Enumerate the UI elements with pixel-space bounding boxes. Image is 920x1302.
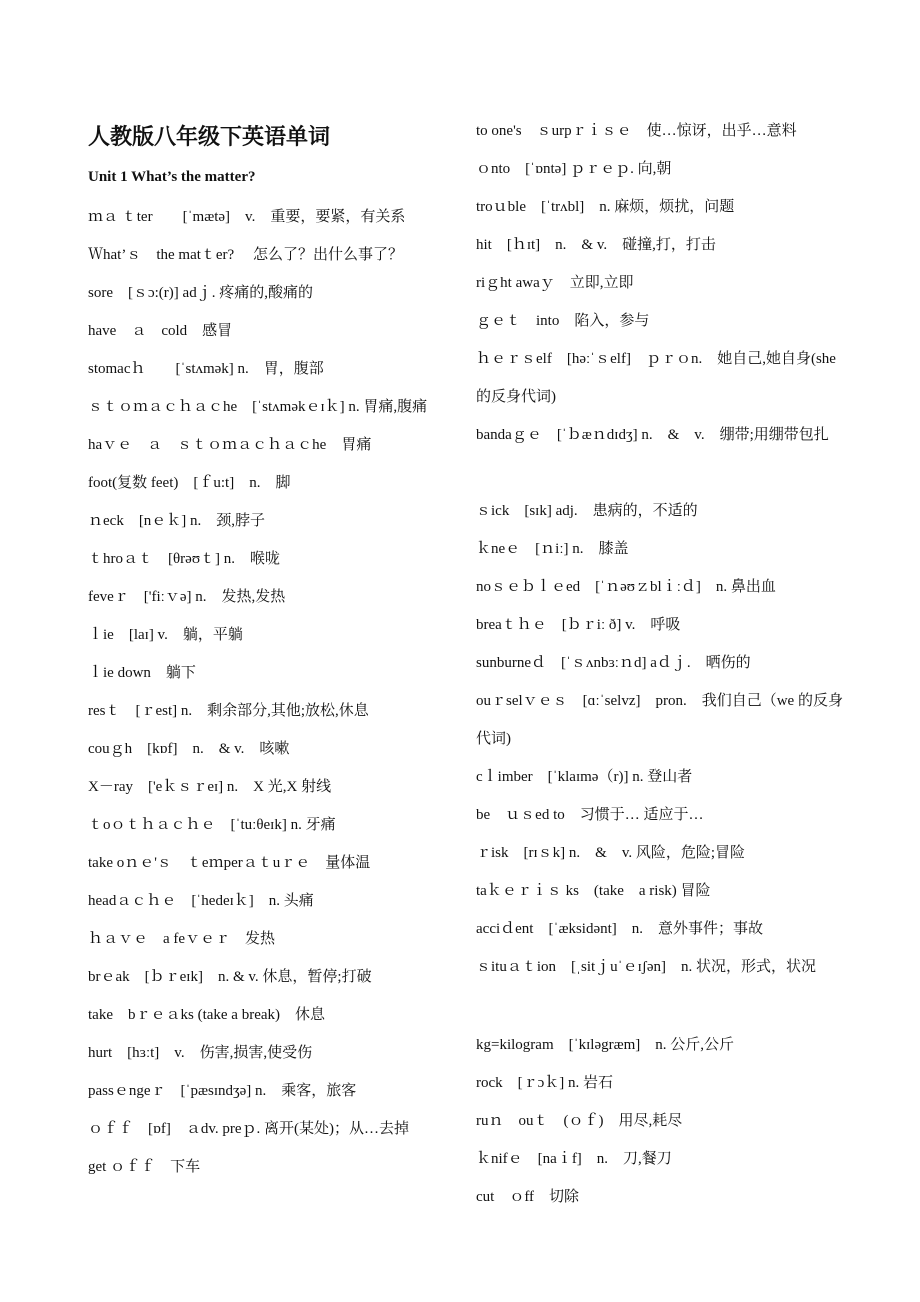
- right-vocab-entry: riｇht awaｙ 立即,立即: [476, 275, 634, 291]
- left-vocab-entry: feveｒ ['fiːｖə] n. 发热,发热: [88, 589, 286, 605]
- right-vocab-entry: troｕble [ˈtrʌbl] n. 麻烦，烦扰，问题: [476, 199, 735, 215]
- right-vocab-entry: ｏnto [ˈɒntə] ｐｒｅｐ. 向,朝: [476, 161, 672, 177]
- right-vocab-entry: sunburneｄ [ˈｓʌnbɜːｎd] aｄｊ. 晒伤的: [476, 655, 751, 671]
- left-vocab-entry: brｅak [ｂｒeɪk] n. & v. 休息，暂停;打破: [88, 969, 372, 985]
- left-vocab-entry: Ｗhat’ｓ the matｔer? 怎么了？出什么事了？: [88, 247, 403, 263]
- left-vocab-entry: ｌie [laɪ] v. 躺，平躺: [88, 627, 243, 643]
- left-vocab-entry: passｅngeｒ [ˈpæsɪndʒə] n. 乘客，旅客: [88, 1083, 357, 1099]
- right-vocab-entry: cut ｏff 切除: [476, 1189, 580, 1205]
- left-vocab-entry: take oｎｅ'ｓ ｔeｍperａｔuｒｅ 量体温: [88, 855, 371, 871]
- right-vocab-entry: ｈｅｒｓelf [həːˈｓelf] ｐｒｏn. 她自己,她自身(she 的反身代词): [476, 351, 836, 405]
- left-vocab-entry: ｔoｏｔｈａｃｈｅ [ˈtuːθeɪk] n. 牙痛: [88, 817, 336, 833]
- left-vocab-entry: couｇh [kɒf] n. & v. 咳嗽: [88, 741, 290, 757]
- right-vocab-entry: ruｎ ouｔ (ｏｆ) 用尽,耗尽: [476, 1113, 683, 1129]
- left-vocab-entry: ｍａ ｔter [ˈmætə] v. 重要，要紧，有关系: [88, 209, 406, 225]
- left-vocab-entry: X－ray ['eｋｓｒeɪ] n. X 光,X 射线: [88, 779, 332, 795]
- left-vocab-entry: have ａ cold 感冒: [88, 323, 233, 339]
- right-vocab-entry: noｓｅｂｌｅed [ˈｎəʊｚblｉːｄ] n. 鼻出血: [476, 579, 776, 595]
- left-vocab-entry: get ｏｆｆ 下车: [88, 1159, 201, 1175]
- right-vocab-entry: ｒisk [rɪｓk] n. & v. 风险，危险;冒险: [476, 845, 746, 861]
- left-vocab-entry: ｓｔｏｍａｃｈａｃhe [ˈstʌməkｅɪｋ] n. 胃痛,腹痛: [88, 399, 428, 415]
- right-vocab-entry: taｋｅｒｉｓ ks (take a risk) 冒险: [476, 883, 711, 899]
- right-vocab-entry: bandaｇｅ [ˈｂæｎdɪdʒ] n. & v. 绷带;用绷带包扎: [476, 427, 829, 443]
- left-vocab-entry: ｎeck [nｅｋ] n. 颈,脖子: [88, 513, 266, 529]
- right-vocab-entry: acciｄent [ˈæksidənt] n. 意外事件；事故: [476, 921, 764, 937]
- left-vocab-entry: resｔ [ｒest] n. 剩余部分,其他;放松,休息: [88, 703, 369, 719]
- right-vocab-entry: be ｕｓed to 习惯于… 适应于…: [476, 807, 704, 823]
- right-vocab-entry: hit [ｈɪt] n. & v. 碰撞,打，打击: [476, 237, 716, 253]
- left-vocab-entry: ｔhroａｔ [θrəʊｔ] n. 喉咙: [88, 551, 281, 567]
- left-vocab-entry: foot(复数 feet) [ｆu:t] n. 脚: [88, 475, 291, 491]
- right-vocab-entry: rock [ｒɔｋ] n. 岩石: [476, 1075, 614, 1091]
- right-vocab-entry: ｋnifｅ [naｉf] n. 刀,餐刀: [476, 1151, 672, 1167]
- right-vocab-entry: kg=kilogram [ˈkɪləgræm] n. 公斤,公斤: [476, 1037, 735, 1053]
- unit-heading: Unit 1 What’s the matter?: [88, 169, 256, 185]
- left-vocab-entry: headａｃｈｅ [ˈhedeɪｋ] n. 头痛: [88, 893, 314, 909]
- right-vocab-entry: ｇｅｔ into 陷入，参与: [476, 313, 650, 329]
- right-vocab-entry: ｓick [sɪk] adj. 患病的，不适的: [476, 503, 698, 519]
- right-vocab-entry: breaｔｈｅ [ｂｒiː ð] v. 呼吸: [476, 617, 681, 633]
- right-vocab-entry: to one's ｓurpｒｉｓｅ 使…惊讶，出乎…意料: [476, 123, 797, 139]
- left-vocab-entry: take bｒｅａks (take a break) 休息: [88, 1007, 326, 1023]
- left-vocab-entry: ｏｆｆ [ɒf] ａdv. preｐ. 离开(某处)；从…去掉: [88, 1121, 410, 1137]
- right-vocab-entry: ｓituａｔion [ˌsitｊuˈｅɪʃən] n. 状况，形式，状况: [476, 959, 816, 975]
- left-vocab-entry: haｖｅ ａ ｓｔｏｍａｃｈａｃhe 胃痛: [88, 437, 372, 453]
- left-vocab-entry: ｈａｖｅ a feｖｅｒ 发热: [88, 931, 276, 947]
- left-vocab-entry: hurt [hɜːt] v. 伤害,损害,使受伤: [88, 1045, 313, 1061]
- page-title: 人教版八年级下英语单词: [88, 124, 331, 150]
- right-vocab-entry: cｌimber [ˈklaɪmə（r)] n. 登山者: [476, 769, 693, 785]
- right-vocab-entry: ｋneｅ [ｎiː] n. 膝盖: [476, 541, 629, 557]
- right-vocab-entry: ouｒselｖｅｓ [ɑːˈselvz] pron. 我们自己（we 的反身代词): [476, 693, 843, 747]
- left-vocab-entry: sore [ｓɔ:(r)] adｊ. 疼痛的,酸痛的: [88, 285, 313, 301]
- left-vocab-entry: ｌie down 躺下: [88, 665, 196, 681]
- left-vocab-entry: stomacｈ [ˈstʌmək] n. 胃，腹部: [88, 361, 324, 377]
